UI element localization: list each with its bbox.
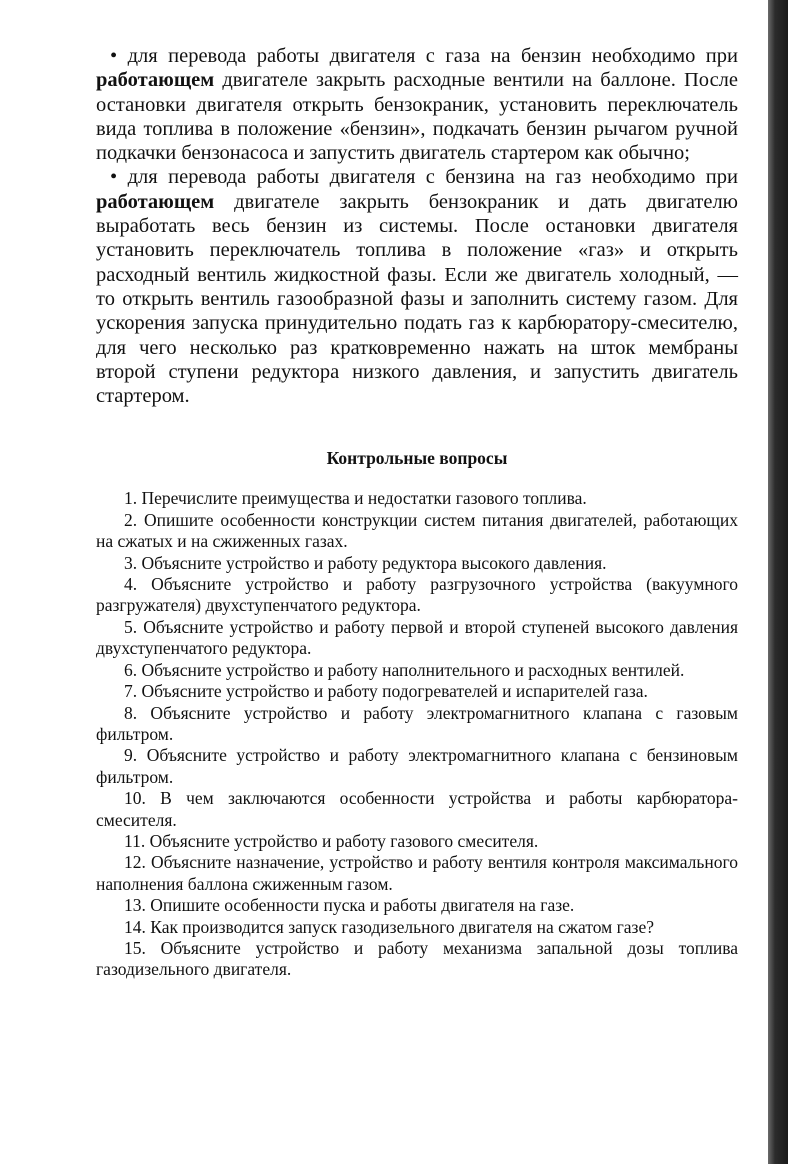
paragraph-bold-word: работающем	[96, 69, 215, 92]
paragraph-gas-to-petrol	[96, 44, 738, 165]
question-item: 15. Объясните устройство и работу механизма запальной дозы топлива газодизельного двигателя.	[96, 937, 738, 980]
question-item: 8. Объясните устройство и работу электромагнитного клапана с газовым фильтром.	[96, 702, 738, 744]
question-item: 10. В чем заключаются особенности устройства и работы карбюратора-смесителя.	[96, 788, 738, 830]
questions-list	[96, 488, 738, 980]
question-item: 1. Перечислите преимущества и недостатки газового топлива.	[124, 488, 587, 509]
question-item: 5. Объясните устройство и работу первой и второй ступеней высокого давления двухступенчатого редуктора.	[96, 616, 738, 659]
paragraph-petrol-to-gas	[96, 165, 738, 408]
question-item: 2. Опишите особенности конструкции систем питания двигателей, работающих на сжатых и на сжиженных газах.	[96, 509, 738, 552]
question-item: 7. Объясните устройство и работу подогревателей и испарителей газа.	[124, 681, 648, 702]
section-title: Контрольные вопросы	[326, 448, 508, 469]
paragraph-bold-word: работающем	[96, 190, 215, 213]
page-content	[96, 44, 738, 981]
question-item: 11. Объясните устройство и работу газового смесителя.	[124, 830, 539, 851]
question-item: 12. Объясните назначение, устройство и работу вентиля контроля максимального наполнения баллона сжиженным газом.	[96, 852, 738, 894]
question-item: 14. Как производится запуск газодизельного двигателя на сжатом газе?	[124, 916, 654, 937]
question-item: 3. Объясните устройство и работу редуктора высокого давления.	[124, 552, 607, 573]
question-item: 13. Опишите особенности пуска и работы двигателя на газе.	[124, 895, 575, 916]
question-item: 6. Объясните устройство и работу наполнительного и расходных вентилей.	[124, 659, 685, 680]
paragraph-text-end: двигателе закрыть бензокраник и дать двигателю выработать весь бензин из системы. После остановки двигателя установить переключатель топлива в положение «газ» и открыть расходный вентиль жидкостной фазы. Если же двигатель холодный, — то открыть вентиль газообразной фазы и заполнить систему газом. Для ускорения запуска принудительно подать газ к карбюратору-смесителю, для чего несколько раз кратковременно нажать на шток мембраны второй ступени редуктора низкого давления, и запустить двигатель стартером.	[96, 190, 738, 408]
paragraph-text-start: • для перевода работы двигателя с газа на бензин необходимо при	[110, 45, 738, 67]
paragraph-text-end: двигателе закрыть расходные вентили на баллоне. После остановки двигателя открыть бензокраник, установить переключатель вида топлива в положение «бензин», подкачать бензин рычагом ручной подкачки бензонасоса и запустить двигатель стартером как обычно;	[96, 69, 738, 165]
paragraph-text-start: • для перевода работы двигателя с бензина на газ необходимо при	[110, 166, 738, 189]
question-item: 4. Объясните устройство и работу разгрузочного устройства (вакуумного разгружателя) двухступенчатого редуктора.	[96, 574, 738, 616]
question-item: 9. Объясните устройство и работу электромагнитного клапана с бензиновым фильтром.	[96, 745, 738, 787]
scan-edge-shadow	[768, 0, 788, 1164]
